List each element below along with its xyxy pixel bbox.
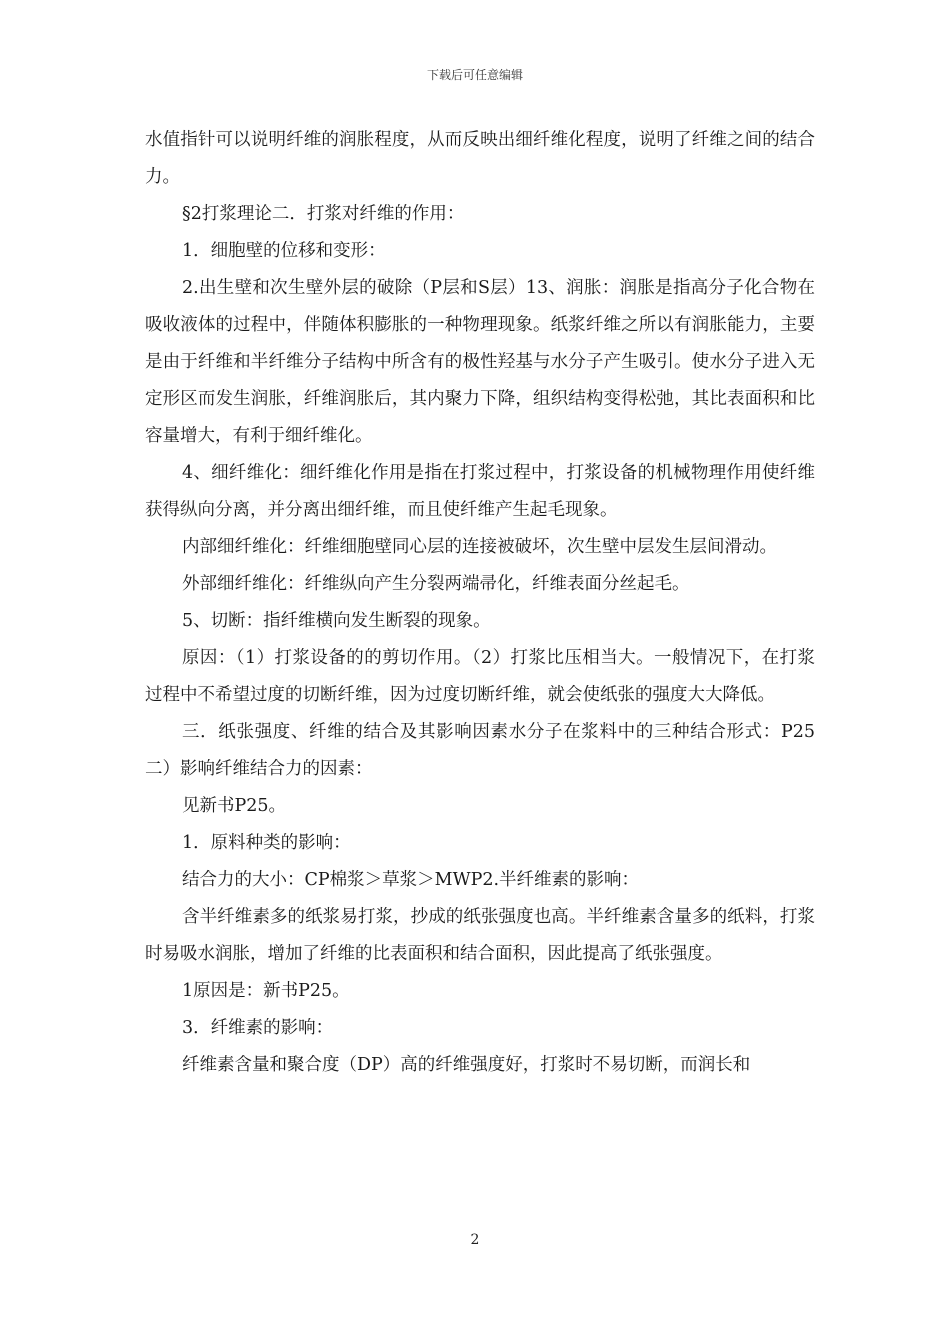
page-header: 下载后可任意编辑 <box>426 68 523 82</box>
document-body <box>145 122 815 1084</box>
paragraph-7: 外部细纤维化：纤维纵向产生分裂两端帚化，纤维表面分丝起毛。 <box>182 574 690 594</box>
paragraph-14: 含半纤维素多的纸浆易打浆，抄成的纸张强度也高。半纤维素含量多的纸料，打浆时易吸水润胀，增加了纤维的比表面积和结合面积，因此提高了纸张强度。 <box>145 907 815 964</box>
paragraph-1: 水值指针可以说明纤维的润胀程度，从而反映出细纤维化程度，说明了纤维之间的结合力。 <box>145 130 815 187</box>
paragraph-15: 1原因是：新书P25。 <box>182 981 350 1001</box>
paragraph-6: 内部细纤维化：纤维细胞壁同心层的连接被破坏，次生壁中层发生层间滑动。 <box>182 537 777 557</box>
paragraph-4: 2.出生壁和次生壁外层的破除（P层和S层）13、润胀：润胀是指高分子化合物在吸收液体的过程中，伴随体积膨胀的一种物理现象。纸浆纤维之所以有润胀能力，主要是由于纤维和半纤维分子结构中所含有的极性羟基与水分子产生吸引。使水分子进入无定形区而发生润胀，纤维润胀后，其内聚力下降，组织结构变得松弛，其比表面积和比容量增大，有利于细纤维化。 <box>145 278 815 446</box>
paragraph-2: §2打浆理论二．打浆对纤维的作用： <box>182 204 465 224</box>
paragraph-5: 4、细纤维化：细纤维化作用是指在打浆过程中，打浆设备的机械物理作用使纤维获得纵向分离，并分离出细纤维，而且使纤维产生起毛现象。 <box>145 463 815 520</box>
paragraph-11: 见新书P25。 <box>182 796 287 816</box>
paragraph-16: 3．纤维素的影响： <box>182 1018 334 1038</box>
paragraph-8: 5、切断：指纤维横向发生断裂的现象。 <box>182 611 491 631</box>
paragraph-3: 1．细胞壁的位移和变形： <box>182 241 386 261</box>
paragraph-10: 三．纸张强度、纤维的结合及其影响因素水分子在浆料中的三种结合形式：P25二）影响纤维结合力的因素： <box>145 722 815 779</box>
page-number: 2 <box>470 1232 480 1248</box>
paragraph-17: 纤维素含量和聚合度（DP）高的纤维强度好，打浆时不易切断，而润长和 <box>182 1055 751 1075</box>
paragraph-9: 原因：（1）打浆设备的的剪切作用。（2）打浆比压相当大。一般情况下，在打浆过程中不希望过度的切断纤维，因为过度切断纤维，就会使纸张的强度大大降低。 <box>145 648 815 705</box>
paragraph-13: 结合力的大小：CP棉浆＞草浆＞MWP2.半纤维素的影响： <box>182 870 640 890</box>
paragraph-12: 1．原料种类的影响： <box>182 833 351 853</box>
